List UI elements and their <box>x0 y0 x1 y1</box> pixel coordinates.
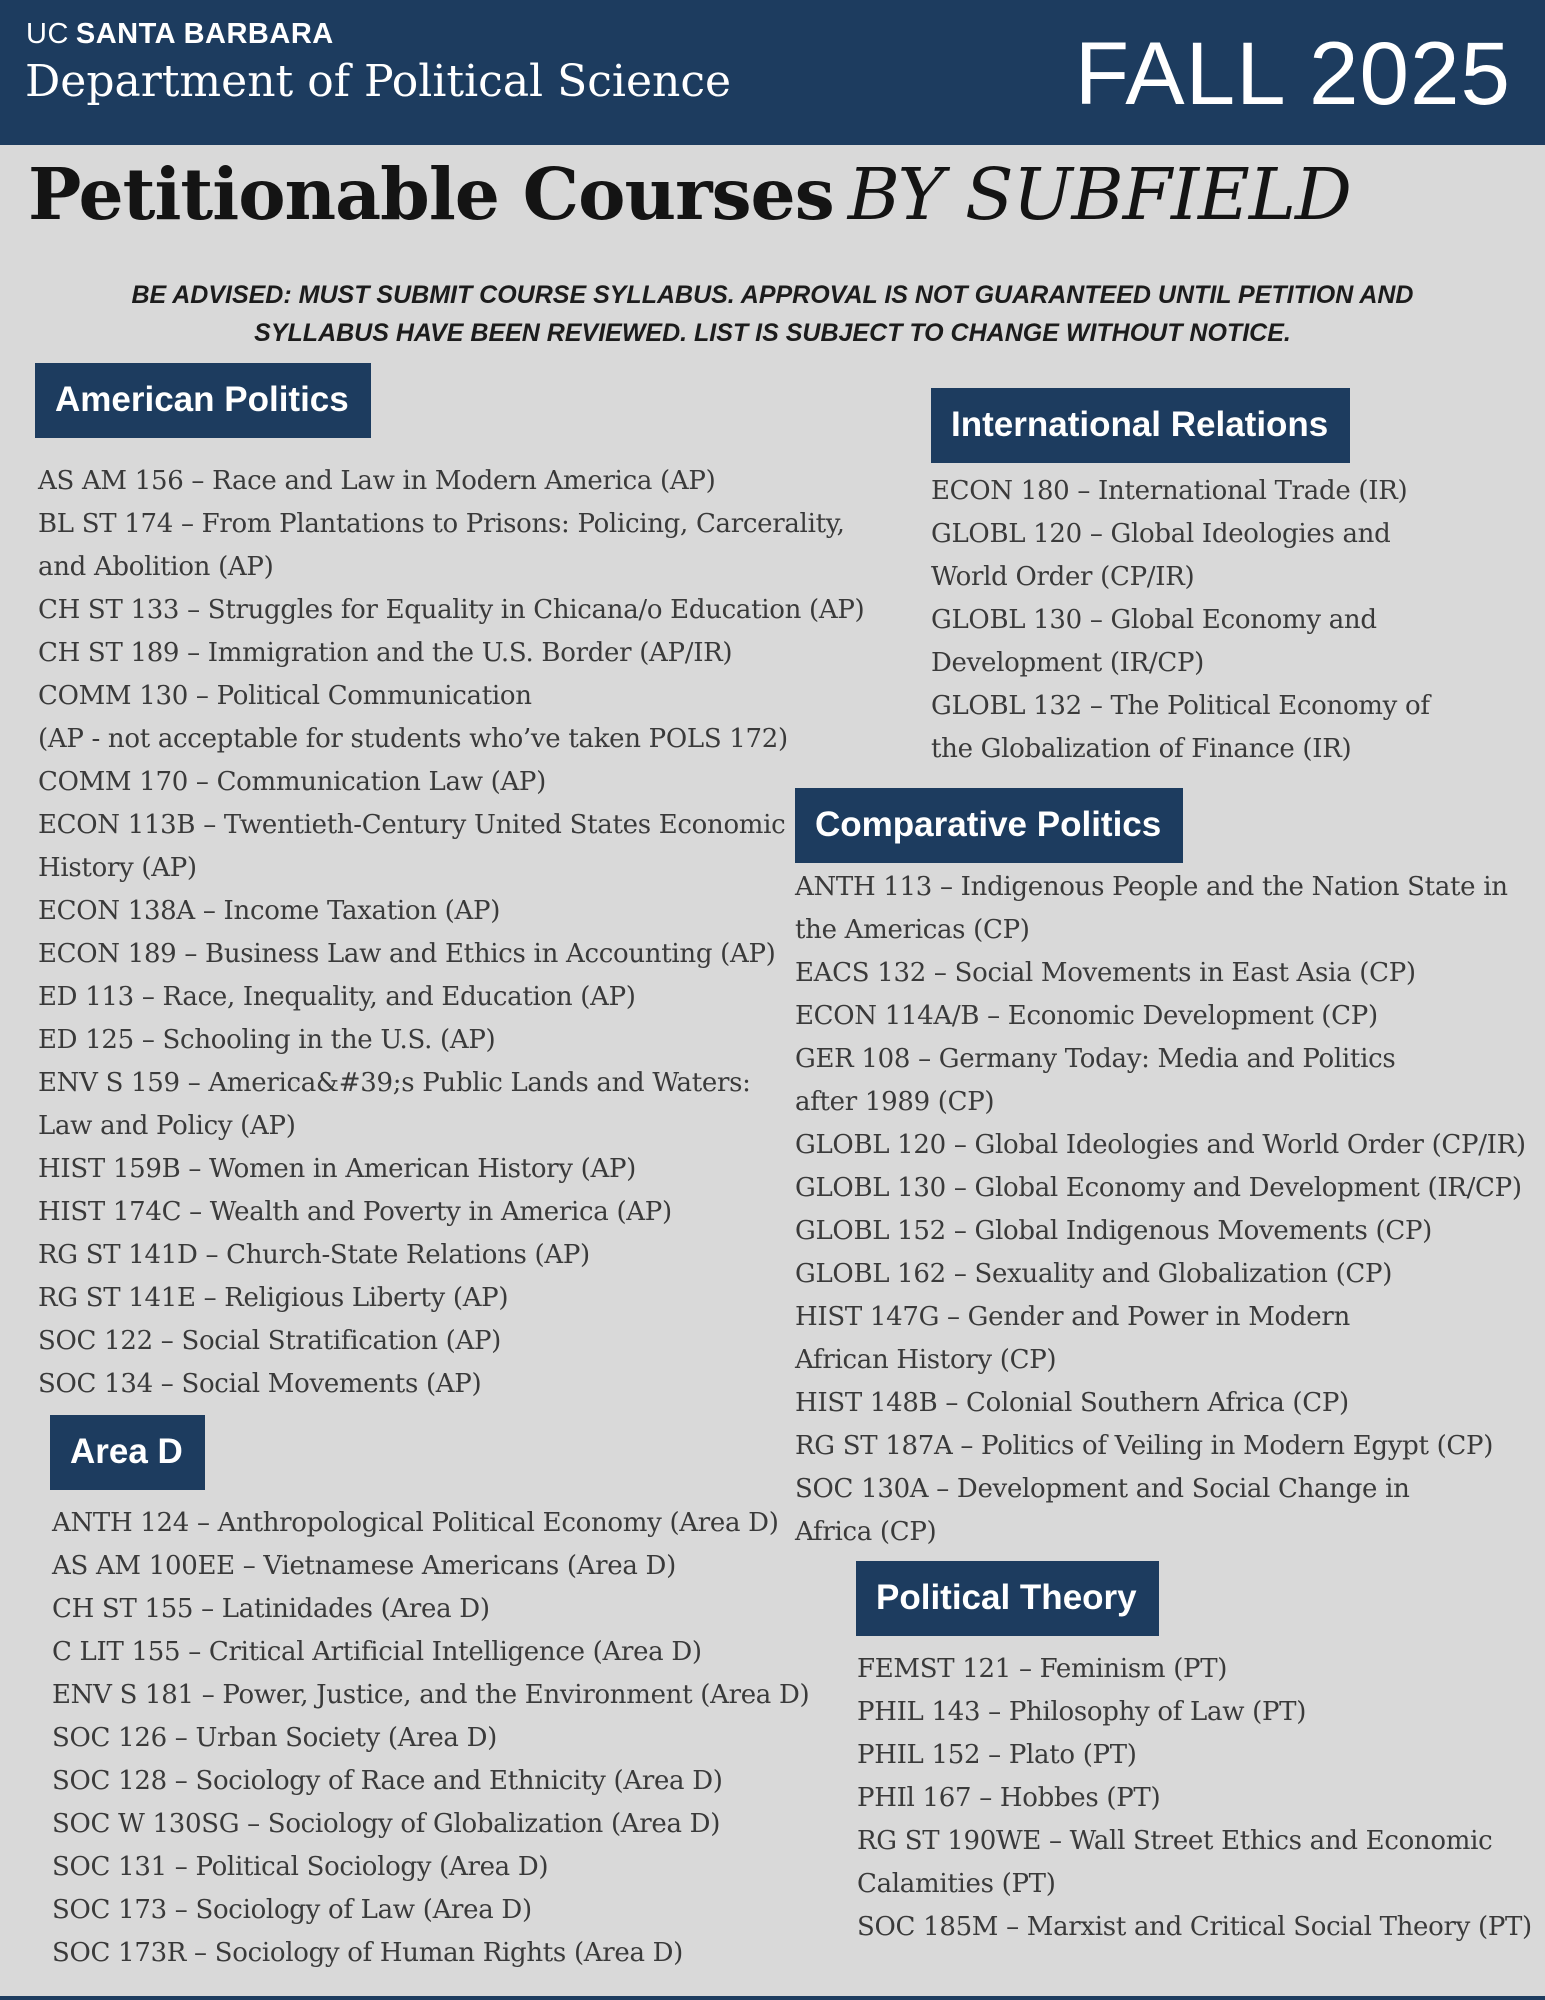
course-line: SOC W 130SG – Sociology of Globalization (Area D) <box>52 1809 721 1839</box>
course-line: ENV S 181 – Power, Justice, and the Environment (Area D) <box>52 1680 810 1710</box>
section-header-international-relations: International Relations <box>931 388 1350 463</box>
header-bar <box>0 0 1545 145</box>
course-line: ED 125 – Schooling in the U.S. (AP) <box>38 1025 496 1055</box>
course-line: ENV S 159 – America&#39;s Public Lands and Waters: <box>38 1068 751 1098</box>
university-name: SANTA BARBARA <box>75 18 334 50</box>
advisory-notice-line1: BE ADVISED: MUST SUBMIT COURSE SYLLABUS. APPROVAL IS NOT GUARANTEED UNTIL PETITION AND <box>131 281 1414 309</box>
course-line: GLOBL 120 – Global Ideologies and <box>931 519 1391 549</box>
section-header-comparative-politics: Comparative Politics <box>795 788 1183 863</box>
course-line: the Americas (CP) <box>795 915 1030 945</box>
course-line: RG ST 141D – Church-State Relations (AP) <box>38 1240 590 1270</box>
course-line: HIST 148B – Colonial Southern Africa (CP) <box>795 1388 1349 1418</box>
course-line: BL ST 174 – From Plantations to Prisons: Policing, Carcerality, <box>38 509 845 539</box>
course-line: C LIT 155 – Critical Artificial Intelligence (Area D) <box>52 1637 702 1667</box>
course-line: HIST 147G – Gender and Power in Modern <box>795 1302 1350 1332</box>
course-line: FEMST 121 – Feminism (PT) <box>857 1654 1228 1684</box>
course-line: History (AP) <box>38 853 197 883</box>
department-name: Department of Political Science <box>25 56 732 107</box>
course-line: ANTH 124 – Anthropological Political Economy (Area D) <box>52 1508 779 1538</box>
course-line: COMM 130 – Political Communication <box>38 681 532 711</box>
course-line: African History (CP) <box>795 1345 1057 1375</box>
course-line: ECON 180 – International Trade (IR) <box>931 476 1408 506</box>
university-prefix: UC <box>26 18 69 50</box>
section-header-american-politics: American Politics <box>35 363 371 438</box>
section-header-area-d: Area D <box>50 1415 205 1490</box>
course-line: RG ST 187A – Politics of Veiling in Modern Egypt (CP) <box>795 1431 1494 1461</box>
course-line: RG ST 190WE – Wall Street Ethics and Economic <box>857 1826 1493 1856</box>
course-line: SOC 185M – Marxist and Critical Social Theory (PT) <box>857 1912 1532 1942</box>
course-line: CH ST 189 – Immigration and the U.S. Border (AP/IR) <box>38 638 733 668</box>
course-line: SOC 122 – Social Stratification (AP) <box>38 1326 502 1356</box>
course-line: AS AM 100EE – Vietnamese Americans (Area D) <box>52 1551 676 1581</box>
course-line: and Abolition (AP) <box>38 552 274 582</box>
course-list-comparative-politics <box>795 866 1526 1554</box>
course-line: HIST 174C – Wealth and Poverty in America (AP) <box>38 1197 672 1227</box>
course-list-international-relations <box>931 470 1430 771</box>
course-line: ED 113 – Race, Inequality, and Education (AP) <box>38 982 636 1012</box>
course-line: after 1989 (CP) <box>795 1087 995 1117</box>
course-line: World Order (CP/IR) <box>931 562 1195 592</box>
course-line: Africa (CP) <box>795 1517 937 1547</box>
course-line: CH ST 133 – Struggles for Equality in Chicana/o Education (AP) <box>38 595 865 625</box>
course-line: SOC 128 – Sociology of Race and Ethnicity (Area D) <box>52 1766 723 1796</box>
page-title-main: Petitionable Courses <box>28 152 834 236</box>
course-line: GLOBL 132 – The Political Economy of <box>931 691 1430 721</box>
course-line: AS AM 156 – Race and Law in Modern America (AP) <box>38 466 716 496</box>
course-list-area-d <box>52 1502 809 1975</box>
course-line: SOC 173R – Sociology of Human Rights (Area D) <box>52 1938 684 1968</box>
course-line: SOC 134 – Social Movements (AP) <box>38 1369 482 1399</box>
course-line: SOC 130A – Development and Social Change in <box>795 1474 1410 1504</box>
course-line: ECON 113B – Twentieth-Century United States Economic <box>38 810 786 840</box>
course-line: GLOBL 130 – Global Economy and <box>931 605 1377 635</box>
advisory-notice <box>0 276 1545 352</box>
course-line: the Globalization of Finance (IR) <box>931 734 1352 764</box>
page-title <box>28 152 1518 236</box>
course-line: EACS 132 – Social Movements in East Asia (CP) <box>795 958 1416 988</box>
course-line: PHIL 143 – Philosophy of Law (PT) <box>857 1697 1307 1727</box>
course-line: ECON 138A – Income Taxation (AP) <box>38 896 501 926</box>
course-line: SOC 131 – Political Sociology (Area D) <box>52 1852 549 1882</box>
course-list-political-theory <box>857 1648 1532 1949</box>
course-line: CH ST 155 – Latinidades (Area D) <box>52 1594 490 1624</box>
page-title-emphasis: BY SUBFIELD <box>847 153 1351 236</box>
term-label: FALL 2025 <box>1074 23 1511 123</box>
course-list-american-politics <box>38 460 864 1406</box>
course-line: GLOBL 152 – Global Indigenous Movements (CP) <box>795 1216 1433 1246</box>
section-header-political-theory: Political Theory <box>856 1561 1159 1636</box>
course-line: RG ST 141E – Religious Liberty (AP) <box>38 1283 509 1313</box>
course-line: SOC 173 – Sociology of Law (Area D) <box>52 1895 532 1925</box>
course-line: (AP - not acceptable for students who’ve taken POLS 172) <box>38 724 788 754</box>
course-line: GLOBL 162 – Sexuality and Globalization (CP) <box>795 1259 1393 1289</box>
course-line: COMM 170 – Communication Law (AP) <box>38 767 546 797</box>
course-line: SOC 126 – Urban Society (Area D) <box>52 1723 497 1753</box>
course-line: PHIl 167 – Hobbes (PT) <box>857 1783 1161 1813</box>
course-line: GER 108 – Germany Today: Media and Politics <box>795 1044 1396 1074</box>
course-line: GLOBL 130 – Global Economy and Development (IR/CP) <box>795 1173 1522 1203</box>
bottom-edge-rule <box>0 1996 1545 2000</box>
course-line: ECON 114A/B – Economic Development (CP) <box>795 1001 1378 1031</box>
course-line: HIST 159B – Women in American History (AP) <box>38 1154 637 1184</box>
course-line: GLOBL 120 – Global Ideologies and World Order (CP/IR) <box>795 1130 1526 1160</box>
university-wordmark <box>26 18 334 51</box>
advisory-notice-line2: SYLLABUS HAVE BEEN REVIEWED. LIST IS SUBJECT TO CHANGE WITHOUT NOTICE. <box>254 319 1291 347</box>
course-line: ECON 189 – Business Law and Ethics in Accounting (AP) <box>38 939 776 969</box>
course-line: Calamities (PT) <box>857 1869 1056 1899</box>
course-line: Law and Policy (AP) <box>38 1111 296 1141</box>
course-line: PHIL 152 – Plato (PT) <box>857 1740 1137 1770</box>
course-line: ANTH 113 – Indigenous People and the Nation State in <box>795 872 1508 902</box>
course-line: Development (IR/CP) <box>931 648 1205 678</box>
